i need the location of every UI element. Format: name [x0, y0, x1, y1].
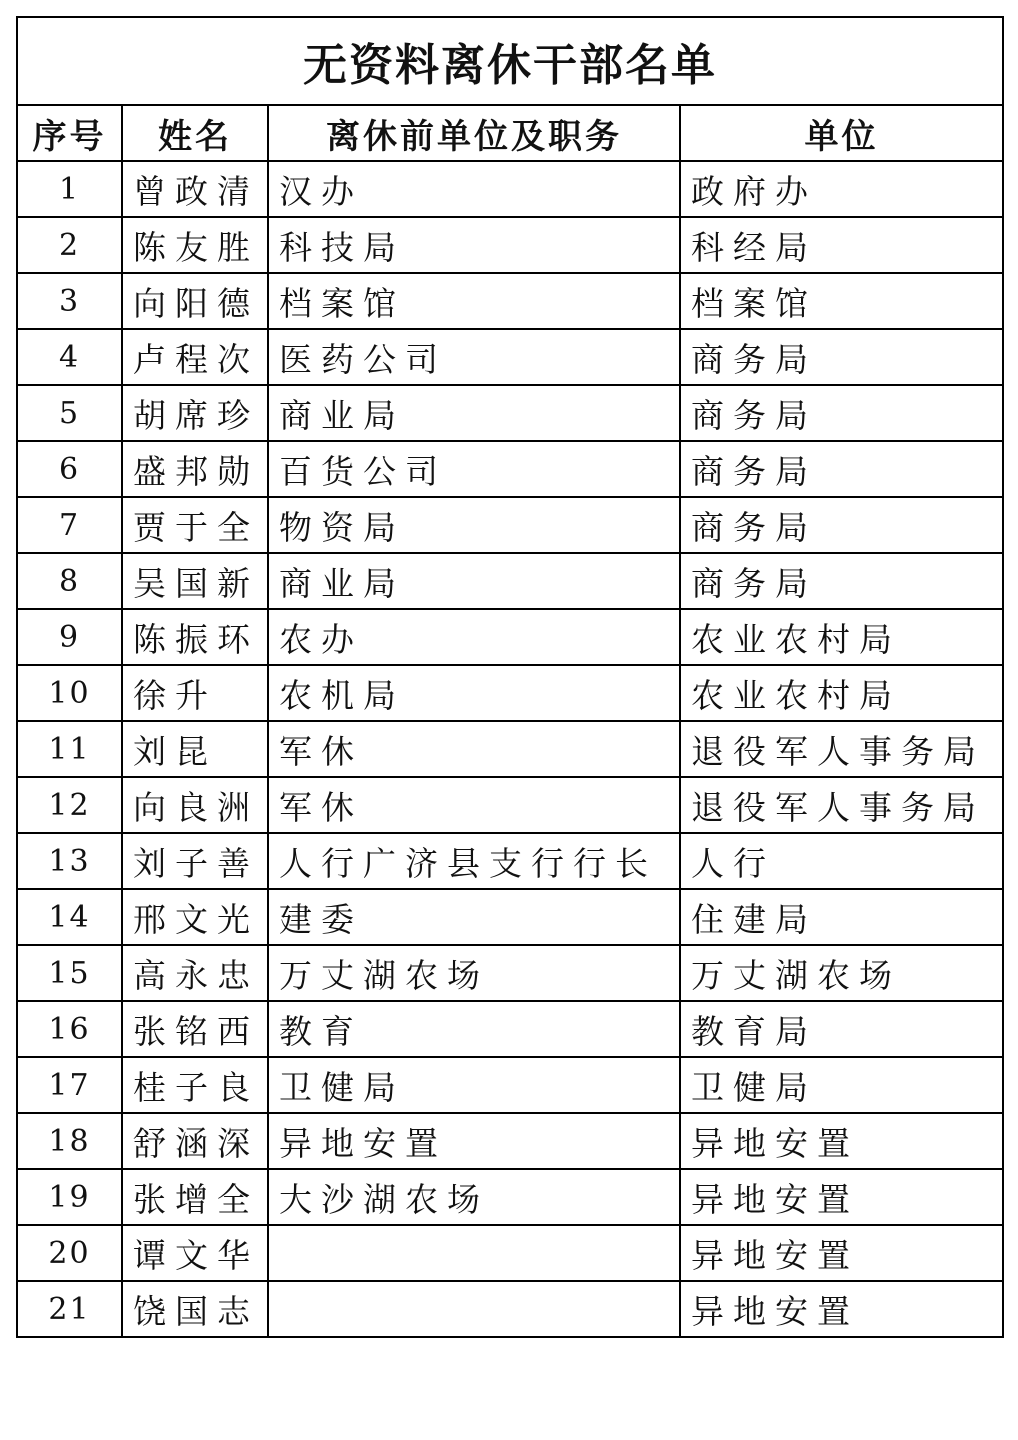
cell-unit: 商务局 [680, 329, 1003, 385]
cell-name: 邢文光 [122, 889, 268, 945]
cell-no: 16 [17, 1001, 122, 1057]
cell-name: 张增全 [122, 1169, 268, 1225]
cell-former-unit: 军休 [268, 721, 680, 777]
cell-former-unit: 百货公司 [268, 441, 680, 497]
table-row [17, 1225, 1003, 1281]
cell-no: 5 [17, 385, 122, 441]
header-unit: 单位 [680, 105, 1003, 161]
cell-former-unit: 卫健局 [268, 1057, 680, 1113]
cell-unit: 教育局 [680, 1001, 1003, 1057]
table-row [17, 1057, 1003, 1113]
table-row [17, 161, 1003, 217]
cell-former-unit: 档案馆 [268, 273, 680, 329]
cell-unit: 人行 [680, 833, 1003, 889]
cell-unit: 商务局 [680, 553, 1003, 609]
cell-no: 21 [17, 1281, 122, 1337]
cell-former-unit: 军休 [268, 777, 680, 833]
cell-name: 刘子善 [122, 833, 268, 889]
cell-unit: 政府办 [680, 161, 1003, 217]
cell-no: 1 [17, 161, 122, 217]
cell-unit: 科经局 [680, 217, 1003, 273]
cell-unit: 异地安置 [680, 1225, 1003, 1281]
cell-unit: 异地安置 [680, 1281, 1003, 1337]
cell-unit: 退役军人事务局 [680, 721, 1003, 777]
cell-former-unit [268, 1225, 680, 1281]
cell-name: 向阳德 [122, 273, 268, 329]
cell-former-unit: 教育 [268, 1001, 680, 1057]
header-name: 姓名 [122, 105, 268, 161]
table-row [17, 833, 1003, 889]
cell-former-unit: 异地安置 [268, 1113, 680, 1169]
table-row [17, 945, 1003, 1001]
table-title: 无资料离休干部名单 [17, 17, 1003, 105]
cell-former-unit [268, 1281, 680, 1337]
table-row [17, 497, 1003, 553]
cell-no: 14 [17, 889, 122, 945]
cell-no: 9 [17, 609, 122, 665]
cell-unit: 商务局 [680, 497, 1003, 553]
cell-name: 陈振环 [122, 609, 268, 665]
cell-unit: 退役军人事务局 [680, 777, 1003, 833]
cell-former-unit: 万丈湖农场 [268, 945, 680, 1001]
table-row [17, 217, 1003, 273]
table-row [17, 609, 1003, 665]
cell-name: 吴国新 [122, 553, 268, 609]
cadre-list-table [16, 16, 1004, 1338]
cell-no: 2 [17, 217, 122, 273]
cell-former-unit: 物资局 [268, 497, 680, 553]
table-row [17, 777, 1003, 833]
cell-no: 3 [17, 273, 122, 329]
table-row [17, 1281, 1003, 1337]
cell-name: 舒涵深 [122, 1113, 268, 1169]
table-row [17, 273, 1003, 329]
cell-no: 6 [17, 441, 122, 497]
header-no: 序号 [17, 105, 122, 161]
table-row [17, 441, 1003, 497]
table-row [17, 1113, 1003, 1169]
cell-no: 7 [17, 497, 122, 553]
table-row [17, 665, 1003, 721]
cell-unit: 住建局 [680, 889, 1003, 945]
cell-former-unit: 汉办 [268, 161, 680, 217]
table-row [17, 553, 1003, 609]
cell-name: 卢程次 [122, 329, 268, 385]
cell-former-unit: 人行广济县支行行长 [268, 833, 680, 889]
cell-unit: 档案馆 [680, 273, 1003, 329]
cell-name: 张铭西 [122, 1001, 268, 1057]
cell-unit: 异地安置 [680, 1169, 1003, 1225]
cell-no: 8 [17, 553, 122, 609]
cell-unit: 商务局 [680, 441, 1003, 497]
cell-former-unit: 科技局 [268, 217, 680, 273]
table-row [17, 1001, 1003, 1057]
cell-unit: 农业农村局 [680, 665, 1003, 721]
cell-no: 12 [17, 777, 122, 833]
table-row [17, 329, 1003, 385]
cell-name: 陈友胜 [122, 217, 268, 273]
cell-name: 胡席珍 [122, 385, 268, 441]
title-row [17, 17, 1003, 105]
cell-unit: 农业农村局 [680, 609, 1003, 665]
header-former-unit: 离休前单位及职务 [268, 105, 680, 161]
cell-name: 徐升 [122, 665, 268, 721]
cell-no: 10 [17, 665, 122, 721]
cell-no: 13 [17, 833, 122, 889]
cell-name: 桂子良 [122, 1057, 268, 1113]
cell-unit: 万丈湖农场 [680, 945, 1003, 1001]
cell-name: 刘昆 [122, 721, 268, 777]
cell-name: 谭文华 [122, 1225, 268, 1281]
cell-unit: 异地安置 [680, 1113, 1003, 1169]
cell-former-unit: 建委 [268, 889, 680, 945]
table-row [17, 1169, 1003, 1225]
cell-no: 19 [17, 1169, 122, 1225]
cell-name: 盛邦勋 [122, 441, 268, 497]
cell-no: 18 [17, 1113, 122, 1169]
cell-former-unit: 商业局 [268, 553, 680, 609]
cell-former-unit: 农机局 [268, 665, 680, 721]
table-row [17, 385, 1003, 441]
cell-former-unit: 农办 [268, 609, 680, 665]
cell-former-unit: 商业局 [268, 385, 680, 441]
table-row [17, 721, 1003, 777]
cell-no: 15 [17, 945, 122, 1001]
cell-no: 4 [17, 329, 122, 385]
header-row [17, 105, 1003, 161]
cell-no: 17 [17, 1057, 122, 1113]
cell-no: 20 [17, 1225, 122, 1281]
cell-name: 向良洲 [122, 777, 268, 833]
cell-unit: 商务局 [680, 385, 1003, 441]
cell-name: 曾政清 [122, 161, 268, 217]
cell-former-unit: 大沙湖农场 [268, 1169, 680, 1225]
cell-no: 11 [17, 721, 122, 777]
cell-name: 高永忠 [122, 945, 268, 1001]
table-row [17, 889, 1003, 945]
cell-unit: 卫健局 [680, 1057, 1003, 1113]
cell-former-unit: 医药公司 [268, 329, 680, 385]
cell-name: 饶国志 [122, 1281, 268, 1337]
cell-name: 贾于全 [122, 497, 268, 553]
